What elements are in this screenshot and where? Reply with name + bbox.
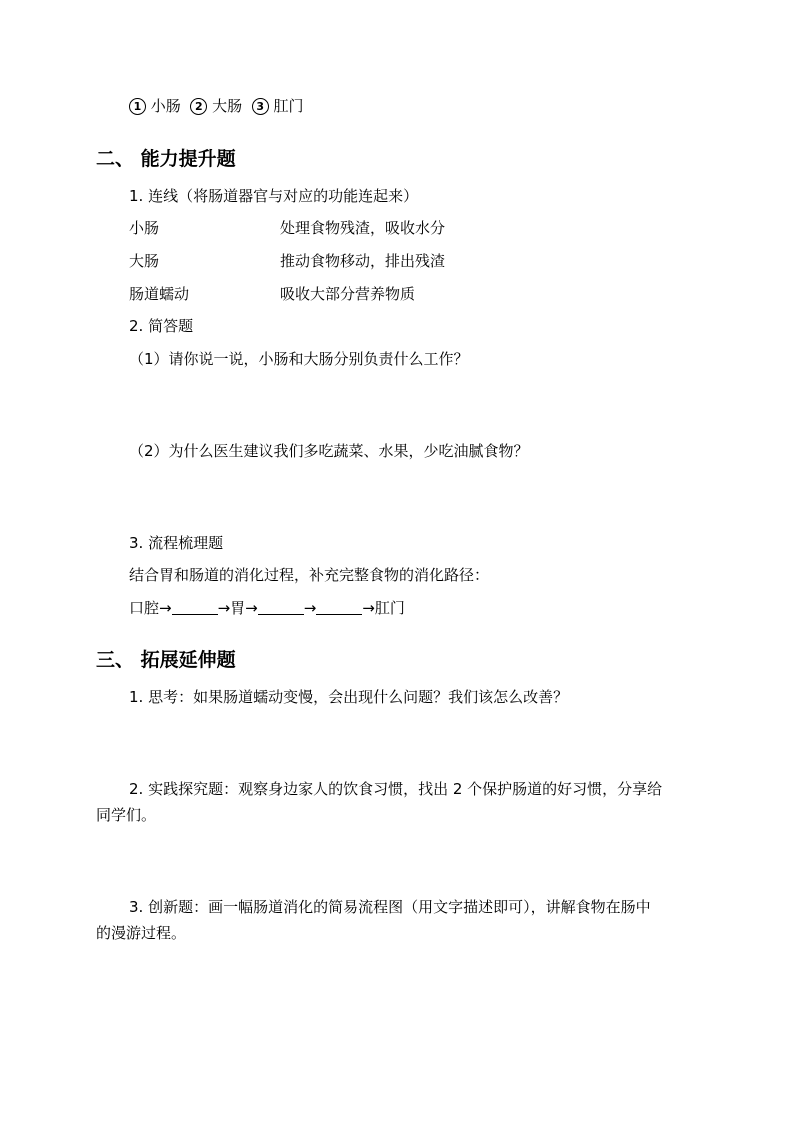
question-text: 1. 思考：如果肠道蠕动变慢，会出现什么问题？我们该怎么改善？ (129, 688, 569, 706)
matching-right-item: 处理食物残渣，吸收水分 (280, 219, 446, 237)
flow-text: 口腔→ (129, 599, 172, 617)
question-title: 2. 简答题 (129, 317, 194, 335)
flow-text: →肛门 (362, 599, 405, 617)
question-text: 结合胃和肠道的消化过程，补充完整食物的消化路径： (129, 566, 490, 584)
question-text: 3. 创新题：画一幅肠道消化的简易流程图（用文字描述即可），讲解食物在肠中 (129, 898, 651, 916)
question-title: 3. 流程梳理题 (129, 534, 224, 552)
option-line (129, 96, 303, 116)
section-heading: 三、 拓展延伸题 (96, 649, 236, 671)
option-number-badge: 2 (190, 98, 207, 115)
question-text: 2. 实践探究题：观察身边家人的饮食习惯，找出 2 个保护肠道的好习惯，分享给 (129, 780, 663, 798)
question-text: 同学们。 (96, 806, 157, 824)
question-text: （2）为什么医生建议我们多吃蔬菜、水果，少吃油腻食物？ (129, 442, 529, 460)
flow-text: →胃→ (217, 599, 258, 617)
matching-left-item: 大肠 (129, 252, 160, 270)
fill-in-blank[interactable] (316, 598, 362, 615)
question-title: 1. 连线（将肠道器官与对应的功能连起来） (129, 187, 419, 205)
matching-left-item: 小肠 (129, 219, 160, 237)
question-text: （1）请你说一说，小肠和大肠分别负责什么工作？ (129, 350, 469, 368)
fill-in-blank[interactable] (172, 598, 218, 615)
flow-path (129, 598, 405, 618)
option-number-badge: 1 (129, 98, 146, 115)
question-text: 的漫游过程。 (96, 924, 187, 942)
fill-in-blank[interactable] (258, 598, 304, 615)
flow-text: → (303, 599, 317, 617)
option-number-badge: 3 (252, 98, 269, 115)
matching-right-item: 吸收大部分营养物质 (280, 285, 416, 303)
matching-right-item: 推动食物移动，排出残渣 (280, 252, 446, 270)
option-label: 肛门 (273, 97, 304, 115)
option-label: 大肠 (212, 97, 243, 115)
matching-left-item: 肠道蠕动 (129, 285, 190, 303)
section-heading: 二、 能力提升题 (96, 148, 236, 170)
option-label: 小肠 (150, 97, 181, 115)
